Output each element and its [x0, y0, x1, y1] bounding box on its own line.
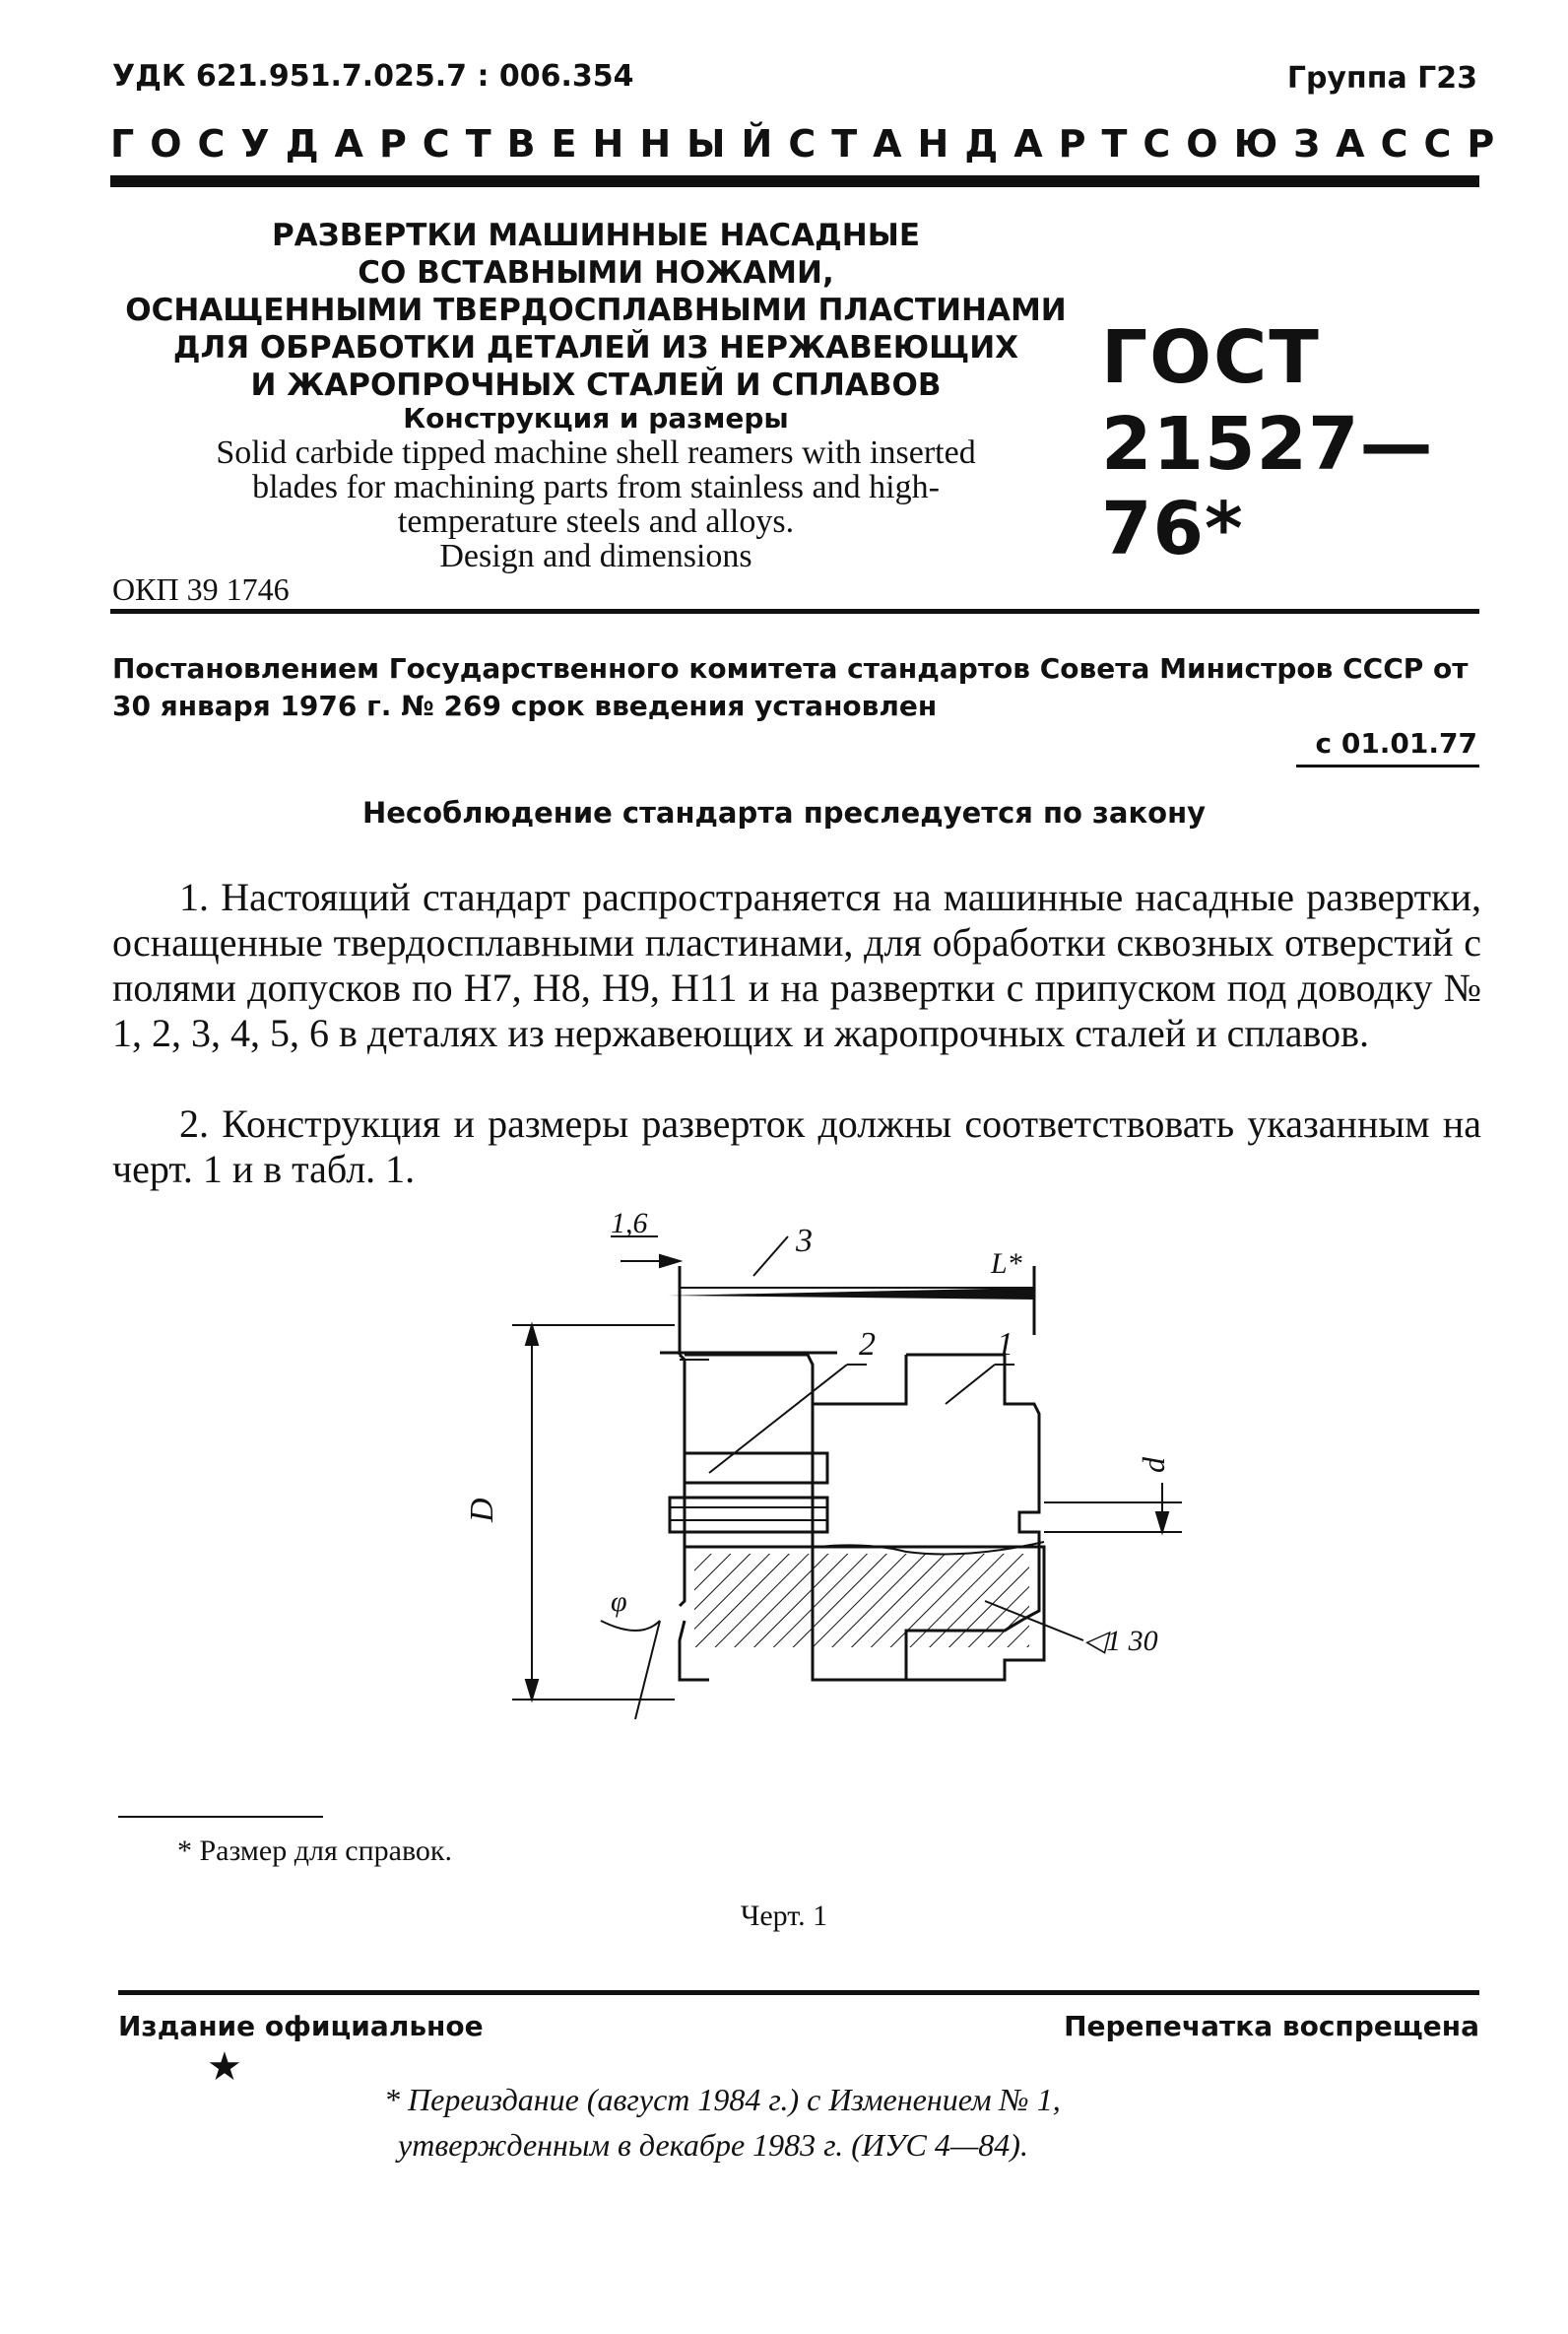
paragraph-2: 2. Конструкция и размеры разверток должны соответствовать указанным на черт. 1 и в табл. 1.: [112, 1101, 1481, 1191]
label-L: L*: [991, 1247, 1022, 1280]
paragraph-1: 1. Настоящий стандарт распространяется на машинные насадные развертки, оснащенные твердосплавными пластинами, для обработки сквозных отверстий с полями допусков по Н7, Н8, Н9, Н11 и на развертки с припуском под доводку № 1, 2, 3, 4, 5, 6 в деталях из нержавеющих и жаропрочных сталей и сплавов.: [112, 875, 1481, 1055]
gost-number: 21527—76*: [1101, 402, 1434, 571]
ru-title: [108, 217, 1083, 404]
bottom-rule: [118, 1990, 1479, 1995]
en-title-line: Solid carbide tipped machine shell reamers with inserted: [216, 434, 976, 471]
label-1-6: 1,6: [611, 1207, 648, 1239]
group-code: Группа Г23: [1286, 61, 1477, 96]
okp-code: ОКП 39 1746: [112, 571, 290, 607]
label-phi: φ: [611, 1585, 627, 1618]
label-3: 3: [796, 1223, 813, 1259]
heading-word-2: СТАНДАРТ: [788, 122, 1143, 166]
ru-title-line: РАЗВЕРТКИ МАШИННЫЕ НАСАДНЫЕ: [271, 218, 921, 253]
heading-word-4: ССР: [1380, 122, 1511, 166]
star-icon: ★: [207, 2044, 242, 2089]
edition-note: Издание официальное: [118, 2010, 484, 2042]
reprint-note: Перепечатка воспрещена: [1064, 2010, 1479, 2042]
heading-word-3: СОЮЗА: [1143, 122, 1381, 166]
introduction-date-rule: [1296, 765, 1479, 767]
ru-title-line: ОСНАЩЕННЫМИ ТВЕРДОСПЛАВНЫМИ ПЛАСТИНАМИ: [125, 293, 1067, 328]
reissue-line: * Переиздание (август 1984 г.) с Изменением № 1,: [384, 2082, 1061, 2117]
label-taper: ◁1 30: [1083, 1625, 1158, 1657]
law-note: Несоблюдение стандарта преследуется по закону: [361, 796, 1207, 830]
figure-caption: Черт. 1: [740, 1900, 828, 1932]
heading-word-1: ГОСУДАРСТВЕННЫЙ: [110, 122, 789, 166]
ru-title-line: И ЖАРОПРОЧНЫХ СТАЛЕЙ И СПЛАВОВ: [250, 367, 942, 403]
label-2: 2: [859, 1326, 876, 1363]
footnote-rule: [118, 1816, 323, 1818]
state-standard-heading: [110, 122, 1511, 166]
label-D: D: [464, 1498, 500, 1522]
gost-label: ГОСТ: [1101, 315, 1321, 400]
en-title-line: blades for machining parts from stainless and high-: [252, 469, 940, 505]
section-hatch: [694, 1554, 1029, 1647]
title-rule: [110, 609, 1479, 614]
label-1: 1: [997, 1326, 1013, 1363]
ru-subtitle: Конструкция и размеры: [403, 402, 789, 434]
en-title-line: temperature steels and alloys.: [397, 503, 795, 540]
label-d: d: [1136, 1457, 1171, 1473]
en-title: [108, 435, 1083, 573]
reamer-drawing: [414, 1207, 1221, 1759]
footnote: * Размер для справок.: [177, 1834, 452, 1867]
reissue-note: [384, 2077, 1061, 2167]
ru-title-line: ДЛЯ ОБРАБОТКИ ДЕТАЛЕЙ ИЗ НЕРЖАВЕЮЩИХ: [172, 330, 1019, 366]
udk-code: УДК 621.951.7.025.7 : 006.354: [112, 59, 634, 94]
ru-title-line: СО ВСТАВНЫМИ НОЖАМИ,: [358, 255, 834, 291]
introduction-date: с 01.01.77: [1315, 727, 1477, 760]
reissue-line: утвержденным в декабре 1983 г. (ИУС 4—84).: [398, 2127, 1028, 2163]
heading-rule: [110, 175, 1479, 187]
en-title-line: Design and dimensions: [439, 538, 752, 574]
decree-text: Постановлением Государственного комитета стандартов Совета Министров СССР от 30 января 1976 г. № 269 срок введения установлен: [112, 652, 1469, 722]
